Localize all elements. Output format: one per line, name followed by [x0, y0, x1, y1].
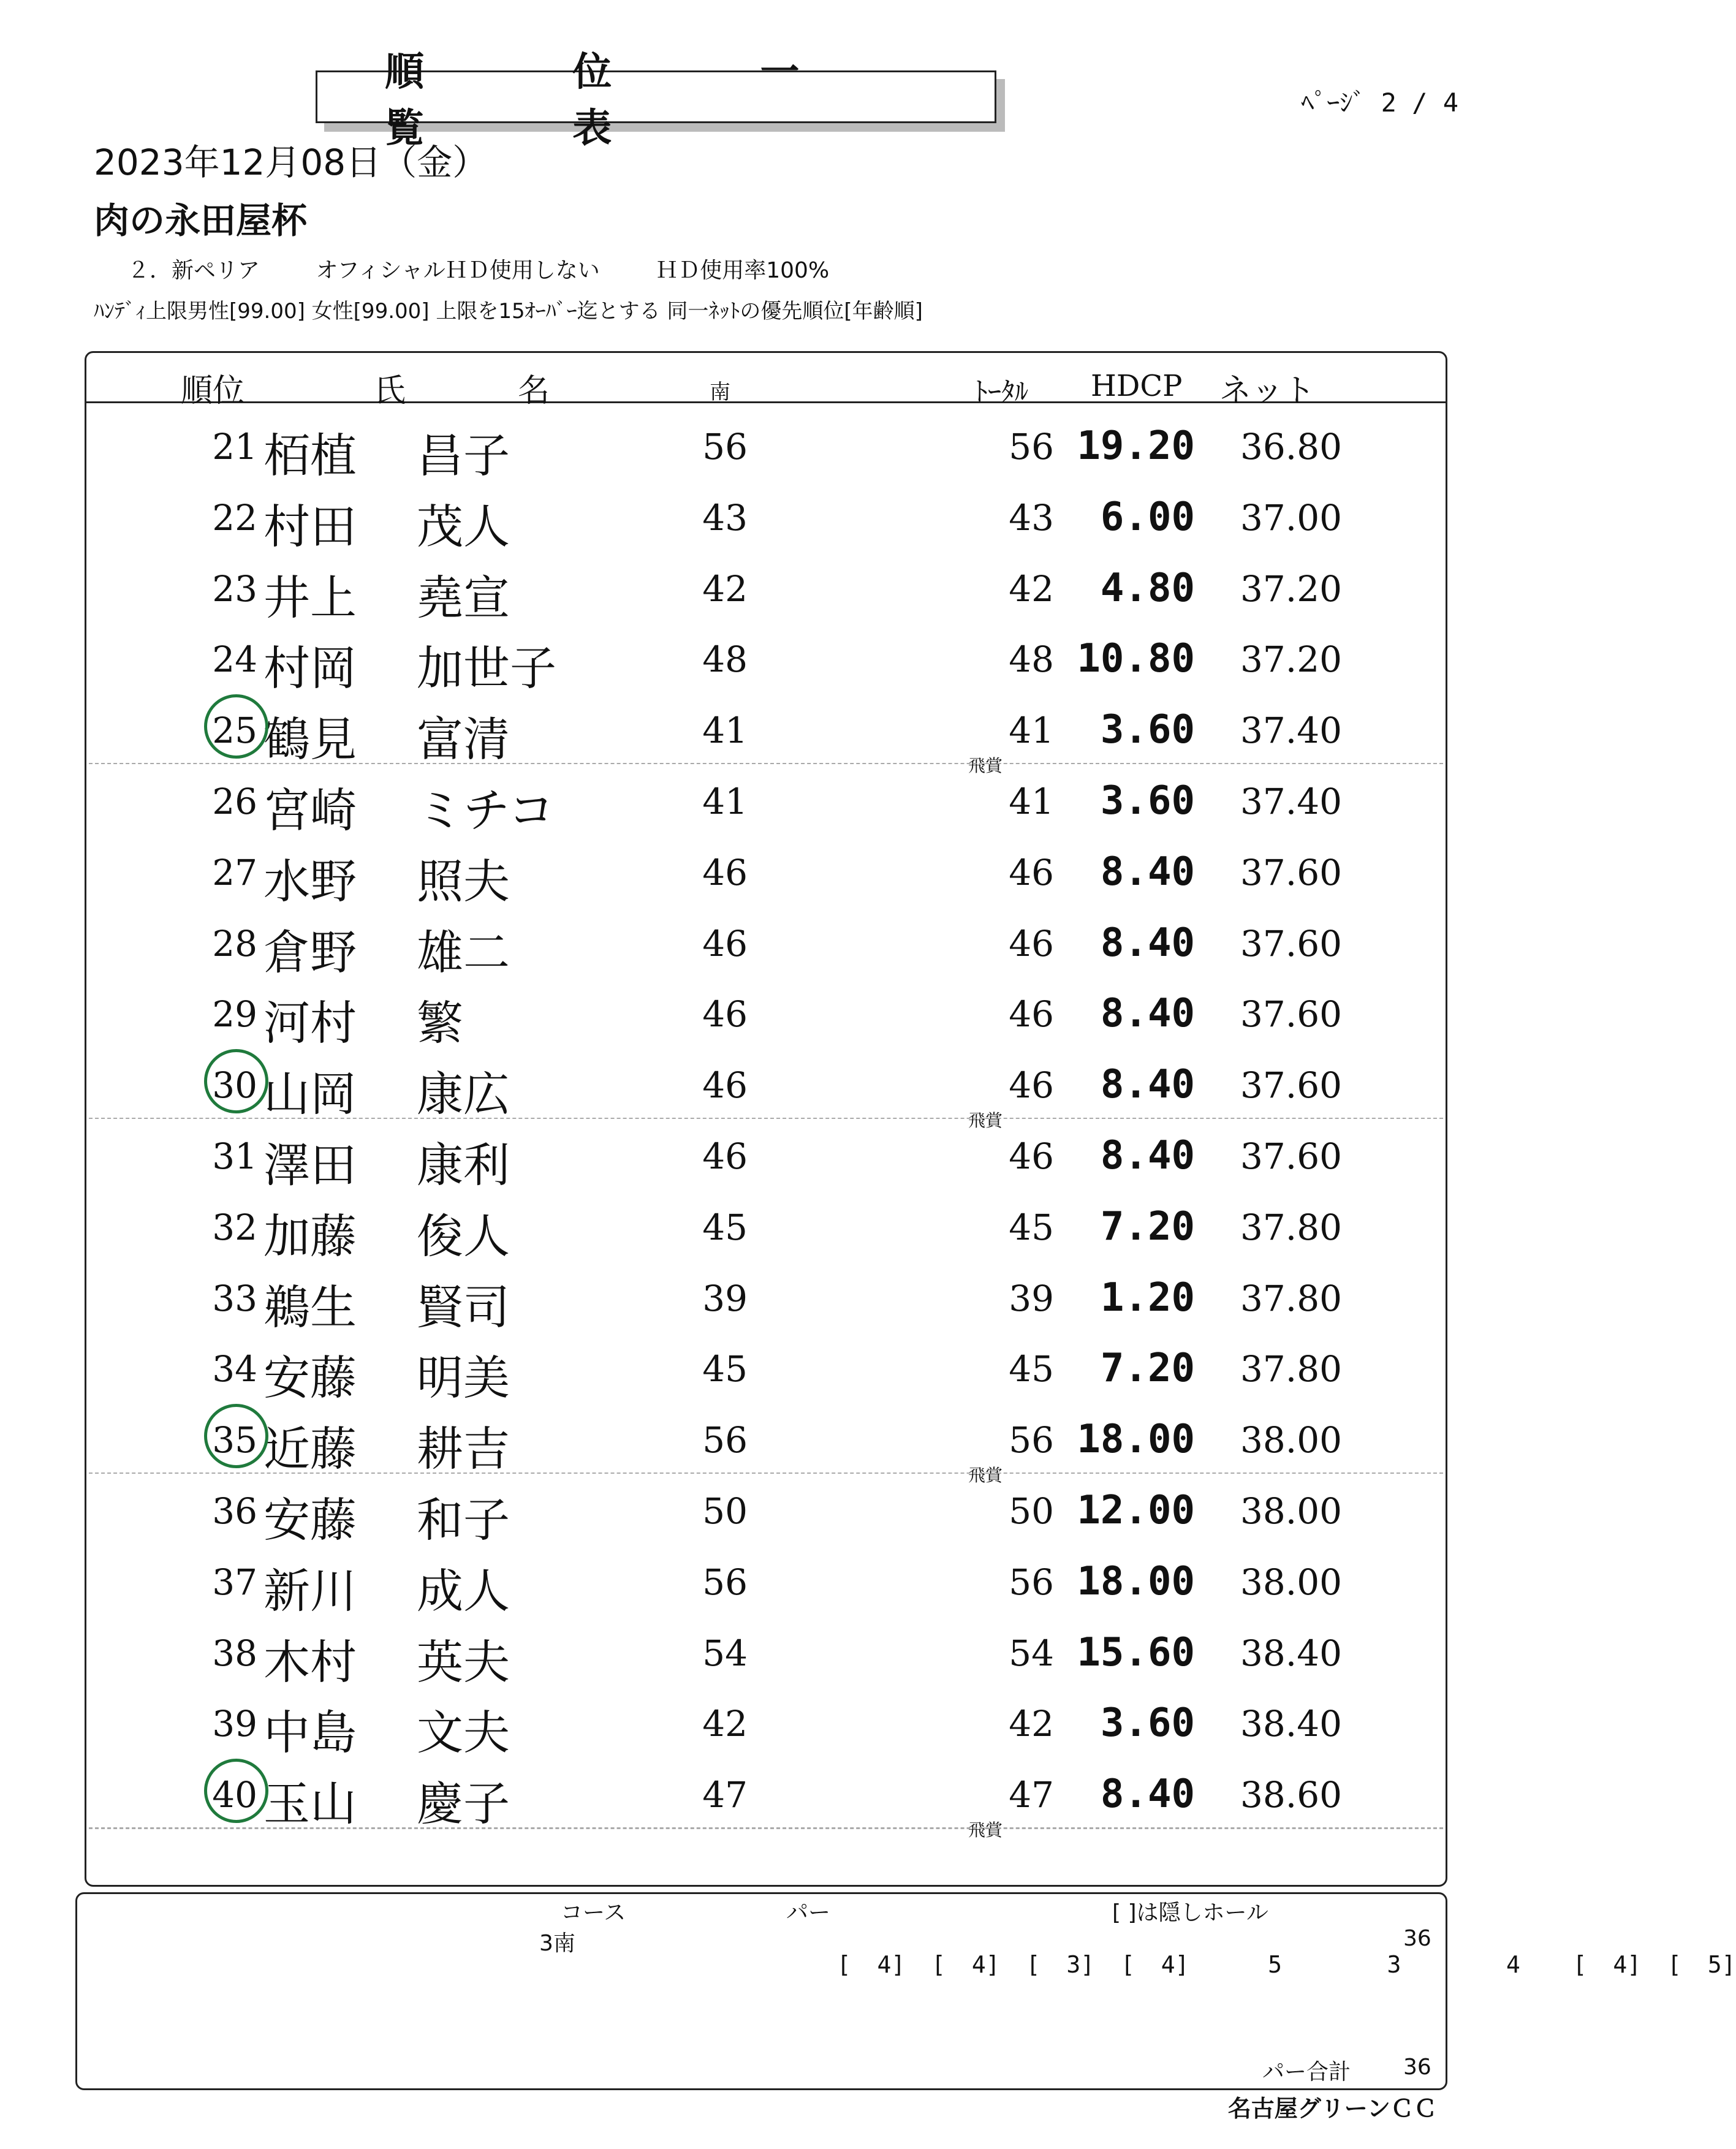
hdcp-cell: 8.40: [1100, 920, 1195, 966]
net-score-cell: 37.60: [1240, 922, 1342, 965]
last-name-cell: 鵜生: [263, 1279, 357, 1335]
last-name-cell: 近藤: [263, 1422, 357, 1477]
last-name-cell: 河村: [263, 996, 357, 1051]
event-date: 2023年12月08日（金）: [94, 142, 488, 183]
net-score-cell: 37.40: [1240, 781, 1342, 822]
table-row: [0, 1756, 1520, 1841]
south-score-cell: 42: [702, 567, 748, 610]
table-row: [0, 407, 1520, 483]
hdcp-cell: 8.40: [1100, 1062, 1195, 1108]
last-name-cell: 安藤: [263, 1493, 357, 1547]
last-name-cell: 加藤: [263, 1208, 357, 1264]
handicap-line: ﾊﾝﾃﾞｨ上限男性[99.00] 女性[99.00] 上限を15ｵｰﾊﾞｰ迄とする 同一ﾈｯﾄの優先順位[年齢順]: [94, 299, 923, 324]
handwritten-circle: [204, 1049, 268, 1113]
total-score-cell: 47: [1009, 1774, 1054, 1816]
net-score-cell: 36.80: [1240, 426, 1342, 468]
table-row: [0, 1046, 1520, 1131]
south-score-cell: 47: [702, 1774, 748, 1816]
par-label: パー: [786, 1900, 831, 1925]
net-score-cell: 38.00: [1240, 1490, 1342, 1532]
par-values: [784, 1924, 1736, 1978]
south-score-cell: 46: [702, 1135, 748, 1177]
header-hdcp: HDCP: [1091, 369, 1183, 403]
south-score-cell: 41: [702, 781, 748, 822]
page-number: ﾍﾟｰｼﾞ 2 / 4: [1301, 88, 1458, 118]
table-row: [0, 1188, 1520, 1264]
par-total-value: 36: [1403, 2055, 1431, 2080]
last-name-cell: 栢植: [263, 428, 357, 483]
par-total-label: パー合計: [1262, 2060, 1351, 2085]
net-score-cell: 37.40: [1240, 710, 1342, 752]
first-name-cell: 耕吉: [417, 1422, 510, 1477]
hdcp-cell: 3.60: [1100, 778, 1195, 824]
rank-cell: 21: [212, 426, 257, 468]
hdcp-cell: 3.60: [1100, 1700, 1195, 1746]
south-score-cell: 42: [702, 1703, 748, 1745]
south-score-cell: 56: [702, 426, 748, 468]
last-name-cell: 山岡: [263, 1067, 357, 1122]
first-name-cell: 俊人: [417, 1208, 510, 1264]
south-score-cell: 50: [702, 1490, 748, 1532]
hdcp-cell: 8.40: [1100, 1772, 1195, 1817]
table-row: [0, 1259, 1520, 1335]
rank-cell: 37: [212, 1561, 257, 1603]
total-score-cell: 45: [1009, 1348, 1054, 1390]
table-row: [0, 904, 1520, 980]
total-score-cell: 42: [1009, 567, 1054, 610]
total-score-cell: 56: [1009, 1561, 1054, 1603]
first-name-cell: 繁: [417, 996, 463, 1051]
last-name-cell: 宮崎: [263, 783, 357, 838]
hdcp-cell: 15.60: [1077, 1629, 1195, 1675]
south-score-cell: 41: [702, 710, 748, 752]
table-row: [0, 620, 1520, 696]
table-row: [0, 1330, 1520, 1406]
net-score-cell: 37.60: [1240, 851, 1342, 893]
net-score-cell: 38.60: [1240, 1774, 1342, 1816]
par-hole-4: [ 4]: [1120, 1951, 1189, 1978]
first-name-cell: 堯宣: [417, 570, 510, 625]
award-mark: 飛賞: [968, 756, 1003, 776]
last-name-cell: 新川: [263, 1563, 357, 1618]
last-name-cell: 村田: [263, 499, 357, 554]
par-hole-2: [ 4]: [931, 1951, 1000, 1978]
total-score-cell: 50: [1009, 1490, 1054, 1532]
header-net: ネット: [1219, 373, 1316, 409]
first-name-cell: 康利: [417, 1138, 510, 1192]
table-row: [0, 1614, 1520, 1689]
hdcp-cell: 3.60: [1100, 707, 1195, 753]
par-hole-3: [ 3]: [1026, 1951, 1095, 1978]
par-hole-5: 5: [1268, 1951, 1283, 1978]
first-name-cell: 昌子: [417, 428, 510, 483]
table-row: [0, 479, 1520, 554]
rank-cell: 36: [212, 1490, 257, 1532]
hdcp-cell: 8.40: [1100, 1133, 1195, 1178]
rank-cell: 35: [212, 1419, 257, 1461]
total-score-cell: 42: [1009, 1703, 1054, 1745]
last-name-cell: 井上: [263, 570, 357, 625]
table-row: [0, 691, 1520, 776]
first-name-cell: 賢司: [417, 1279, 510, 1335]
total-score-cell: 41: [1009, 710, 1054, 752]
net-score-cell: 37.20: [1240, 639, 1342, 681]
table-row: [0, 1401, 1520, 1486]
first-name-cell: 英夫: [417, 1634, 510, 1689]
first-name-cell: 慶子: [417, 1776, 510, 1832]
last-name-cell: 倉野: [263, 925, 357, 980]
hdcp-cell: 8.40: [1100, 991, 1195, 1037]
title-box: [316, 50, 996, 151]
hdcp-cell: 12.00: [1077, 1488, 1195, 1533]
table-row: [0, 762, 1520, 838]
header-name-1: 氏: [374, 373, 406, 409]
hdcp-cell: 10.80: [1077, 636, 1195, 682]
rank-cell: 22: [212, 496, 257, 539]
net-score-cell: 37.80: [1240, 1206, 1342, 1248]
net-score-cell: 37.20: [1240, 567, 1342, 610]
award-mark: 飛賞: [968, 1820, 1003, 1841]
conditions-line: [127, 253, 878, 284]
first-name-cell: 茂人: [417, 499, 510, 554]
south-score-cell: 56: [702, 1561, 748, 1603]
rank-cell: 25: [212, 710, 257, 752]
course-name: 3南: [539, 1931, 575, 1956]
total-score-cell: 46: [1009, 1135, 1054, 1177]
last-name-cell: 水野: [263, 854, 357, 909]
table-end-divider: [89, 1828, 1443, 1829]
net-score-cell: 37.80: [1240, 1348, 1342, 1390]
hdcp-cell: 18.00: [1077, 1558, 1195, 1604]
net-score-cell: 38.00: [1240, 1561, 1342, 1603]
total-score-cell: 54: [1009, 1632, 1054, 1674]
first-name-cell: 成人: [417, 1563, 510, 1618]
award-mark: 飛賞: [968, 1110, 1003, 1131]
course-label: コース: [561, 1900, 626, 1925]
first-name-cell: 雄二: [417, 925, 510, 980]
header-rank: 順位: [181, 373, 245, 409]
south-score-cell: 48: [702, 639, 748, 681]
hdcp-cell: 8.40: [1100, 849, 1195, 895]
total-score-cell: 46: [1009, 851, 1054, 893]
par-sum: 36: [1403, 1926, 1431, 1951]
first-name-cell: ミチコ: [417, 783, 555, 838]
net-score-cell: 38.40: [1240, 1703, 1342, 1745]
south-score-cell: 45: [702, 1206, 748, 1248]
page-title: 順 位 一 覧 表: [385, 50, 867, 151]
net-score-cell: 37.60: [1240, 993, 1342, 1036]
total-score-cell: 43: [1009, 496, 1054, 539]
first-name-cell: 和子: [417, 1493, 510, 1547]
last-name-cell: 安藤: [263, 1351, 357, 1406]
total-score-cell: 48: [1009, 639, 1054, 681]
rank-cell: 28: [212, 922, 257, 965]
total-score-cell: 39: [1009, 1277, 1054, 1319]
first-name-cell: 康広: [417, 1067, 510, 1122]
total-score-cell: 46: [1009, 993, 1054, 1036]
south-score-cell: 39: [702, 1277, 748, 1319]
header-south: 南: [710, 380, 730, 404]
table-row: [0, 1472, 1520, 1547]
last-name-cell: 村岡: [263, 641, 357, 696]
south-score-cell: 56: [702, 1419, 748, 1461]
first-name-cell: 加世子: [417, 641, 556, 696]
table-row: [0, 833, 1520, 909]
rank-cell: 34: [212, 1348, 257, 1390]
event-name: 肉の永田屋杯: [94, 200, 308, 241]
last-name-cell: 玉山: [263, 1776, 357, 1832]
first-name-cell: 明美: [417, 1351, 510, 1406]
handwritten-circle: [204, 694, 268, 759]
total-score-cell: 45: [1009, 1206, 1054, 1248]
hdcp-cell: 6.00: [1100, 494, 1195, 540]
total-score-cell: 56: [1009, 1419, 1054, 1461]
table-row: [0, 1685, 1520, 1761]
method-text: ２．新ペリア: [127, 258, 260, 283]
hdcp-cell: 7.20: [1100, 1346, 1195, 1392]
net-score-cell: 38.40: [1240, 1632, 1342, 1674]
table-row: [0, 550, 1520, 625]
first-name-cell: 照夫: [417, 854, 510, 909]
hdcp-cell: 4.80: [1100, 565, 1195, 611]
south-score-cell: 46: [702, 922, 748, 965]
first-name-cell: 文夫: [417, 1705, 510, 1761]
total-score-cell: 41: [1009, 781, 1054, 822]
award-mark: 飛賞: [968, 1465, 1003, 1486]
south-score-cell: 46: [702, 993, 748, 1036]
header-total: ﾄｰﾀﾙ: [974, 376, 1028, 407]
par-hole-9: [ 5]: [1667, 1951, 1736, 1978]
table-row: [0, 975, 1520, 1051]
net-score-cell: 37.60: [1240, 1064, 1342, 1107]
first-name-cell: 富清: [417, 712, 510, 767]
hdcp-cell: 19.20: [1077, 423, 1195, 469]
rank-cell: 30: [212, 1064, 257, 1107]
south-score-cell: 45: [702, 1348, 748, 1390]
table-row: [0, 1117, 1520, 1192]
hdcp-cell: 1.20: [1100, 1275, 1195, 1321]
rank-cell: 27: [212, 851, 257, 893]
rank-cell: 24: [212, 639, 257, 681]
total-score-cell: 46: [1009, 1064, 1054, 1107]
hdcp-cell: 18.00: [1077, 1417, 1195, 1463]
hidden-hole-label: [ ]は隠しホール: [1112, 1900, 1268, 1925]
official-text: オフィシャルＨＤ使用しない: [316, 258, 600, 283]
last-name-cell: 澤田: [263, 1138, 357, 1192]
rank-cell: 33: [212, 1277, 257, 1319]
rate-text: ＨＤ使用率100%: [656, 258, 830, 283]
handwritten-circle: [204, 1404, 268, 1468]
rank-cell: 40: [212, 1774, 257, 1816]
total-score-cell: 46: [1009, 922, 1054, 965]
net-score-cell: 37.80: [1240, 1277, 1342, 1319]
last-name-cell: 木村: [263, 1634, 357, 1689]
total-score-cell: 56: [1009, 426, 1054, 468]
rank-cell: 29: [212, 993, 257, 1036]
table-row: [0, 1543, 1520, 1618]
last-name-cell: 中島: [263, 1705, 357, 1761]
rank-cell: 32: [212, 1206, 257, 1248]
last-name-cell: 鶴見: [263, 712, 357, 767]
rank-cell: 38: [212, 1632, 257, 1674]
south-score-cell: 54: [702, 1632, 748, 1674]
net-score-cell: 37.60: [1240, 1135, 1342, 1177]
net-score-cell: 38.00: [1240, 1419, 1342, 1461]
net-score-cell: 37.00: [1240, 496, 1342, 539]
par-hole-8: [ 4]: [1572, 1951, 1642, 1978]
rank-cell: 39: [212, 1703, 257, 1745]
par-hole-1: [ 4]: [836, 1951, 906, 1978]
club-name: 名古屋グリーンＣＣ: [1227, 2095, 1437, 2122]
rank-cell: 23: [212, 567, 257, 610]
south-score-cell: 46: [702, 851, 748, 893]
rank-cell: 31: [212, 1135, 257, 1177]
south-score-cell: 43: [702, 496, 748, 539]
par-hole-6: 3: [1387, 1951, 1401, 1978]
handwritten-circle: [204, 1759, 268, 1823]
hdcp-cell: 7.20: [1100, 1203, 1195, 1249]
south-score-cell: 46: [702, 1064, 748, 1107]
header-name-2: 名: [518, 373, 550, 409]
rank-cell: 26: [212, 781, 257, 822]
par-hole-7: 4: [1506, 1951, 1520, 1978]
